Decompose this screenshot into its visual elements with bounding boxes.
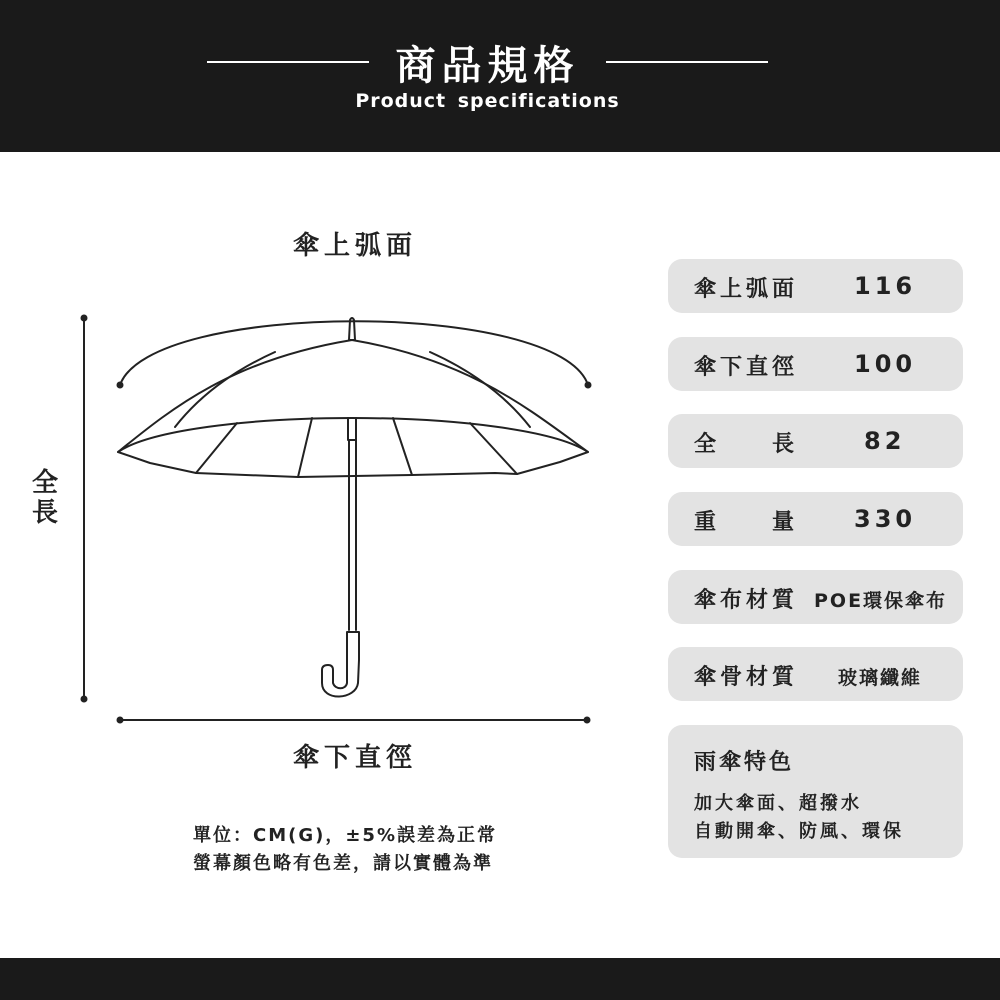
feature-title: 雨傘特色 bbox=[694, 750, 795, 775]
spec-value: 116 bbox=[854, 272, 917, 300]
umbrella-shaft bbox=[349, 440, 356, 630]
spec-label: 傘骨材質 bbox=[694, 665, 799, 690]
footer-bar bbox=[0, 958, 1000, 1000]
spec-value: 100 bbox=[854, 350, 917, 378]
feature-line-1: 加大傘面、超撥水 bbox=[694, 793, 862, 814]
umbrella-handle bbox=[322, 632, 359, 697]
spec-label: 全 長 bbox=[694, 432, 799, 457]
length-label bbox=[28, 468, 62, 528]
spec-value: 82 bbox=[864, 427, 906, 455]
spec-card-fabric bbox=[668, 570, 963, 624]
feature-line-2: 自動開傘、防風、環保 bbox=[694, 821, 904, 842]
diameter-endpoint-left bbox=[117, 717, 124, 724]
spec-value: 玻璃纖維 bbox=[838, 667, 923, 689]
length-label-char-1: 全 bbox=[31, 468, 58, 498]
length-endpoint-top bbox=[81, 315, 88, 322]
spec-card-weight bbox=[668, 492, 963, 546]
umbrella-canopy bbox=[118, 340, 588, 477]
arc-label: 傘上弧面 bbox=[292, 231, 417, 261]
spec-card-diameter bbox=[668, 337, 963, 391]
diameter-endpoint-right bbox=[584, 717, 591, 724]
page-title: 商品規格 bbox=[395, 43, 580, 89]
spec-label: 傘布材質 bbox=[694, 588, 799, 613]
canopy-underside bbox=[118, 418, 588, 452]
page-subtitle: Product specifications bbox=[355, 90, 620, 112]
length-endpoint-bottom bbox=[81, 696, 88, 703]
spec-card-length bbox=[668, 414, 963, 468]
spec-value: POE環保傘布 bbox=[814, 590, 948, 612]
arc-endpoint-left bbox=[117, 382, 124, 389]
diameter-label: 傘下直徑 bbox=[292, 743, 417, 773]
feature-card bbox=[668, 725, 963, 858]
length-label-char-2: 長 bbox=[31, 498, 58, 528]
spec-value: 330 bbox=[854, 505, 917, 533]
spec-card-frame bbox=[668, 647, 963, 701]
note-line-1: 單位：CM(G)，±5%誤差為正常 bbox=[193, 825, 497, 846]
spec-label: 重 量 bbox=[694, 510, 799, 535]
measurement-note bbox=[193, 822, 573, 878]
spec-label: 傘上弧面 bbox=[694, 277, 799, 302]
spec-label: 傘下直徑 bbox=[694, 355, 799, 380]
note-line-2: 螢幕顏色略有色差，請以實體為準 bbox=[193, 853, 493, 874]
spec-card-arc bbox=[668, 259, 963, 313]
arc-endpoint-right bbox=[585, 382, 592, 389]
